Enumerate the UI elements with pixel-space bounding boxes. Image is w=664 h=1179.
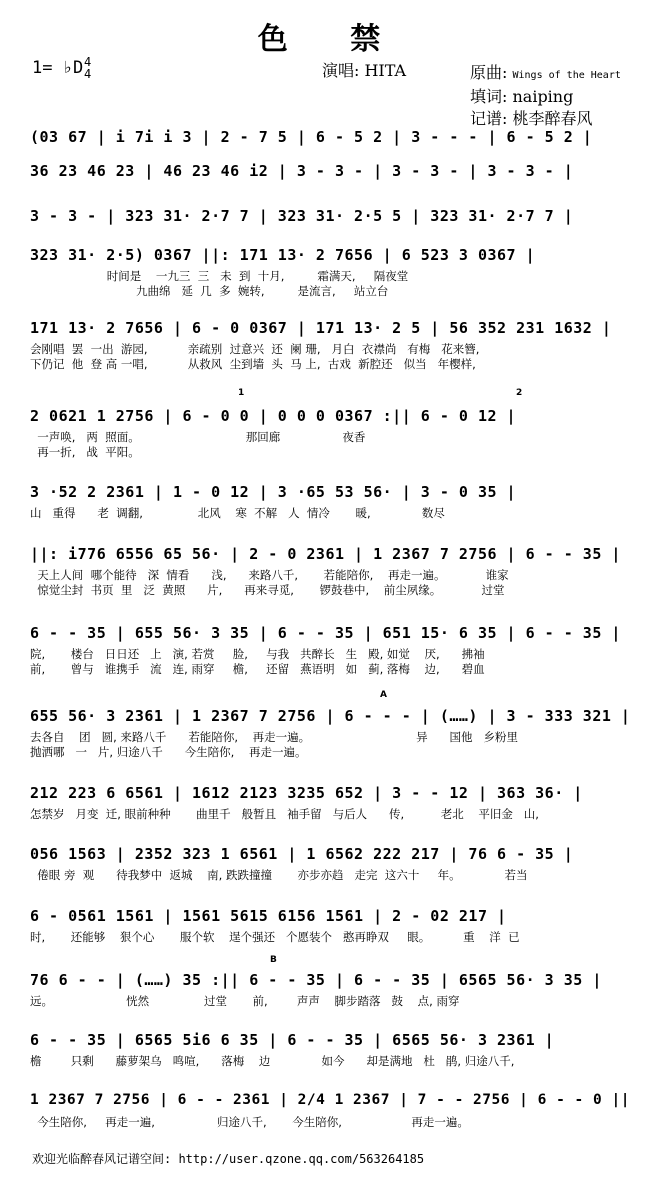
original-label: 原曲: — [470, 63, 508, 82]
meter-top: 4 — [84, 55, 92, 69]
notes-line: 6 - - 35 | 655 56· 3 35 | 6 - - 35 | 651 15· 6 35 | 6 - - 35 | — [30, 624, 621, 642]
notes-line: 171 13· 2 7656 | 6 - 0 0367 | 171 13· 2 5 | 56 352 231 1632 | — [30, 319, 612, 337]
lyric-line-1: 怎禁岁 月变 迁, 眼前种种 曲里千 般暂且 袖手留 与后人 传, 老北 平旧金 山, — [30, 807, 539, 821]
section-b-mark: B — [270, 955, 277, 965]
lyric-line-1: 今生陪你, 再走一遍, 归途八千, 今生陪你, 再走一遍。 — [30, 1115, 469, 1129]
notes-line: 3 ·52 2 2361 | 1 - 0 12 | 3 ·65 53 56· | 3 - 0 35 | — [30, 483, 517, 501]
notes-line: 36 23 46 23 | 46 23 46 i2 | 3 - 3 - | 3 - 3 - | 3 - 3 - | — [30, 162, 574, 180]
lyric-line-1: 山 重得 老 调翻, 北风 寒 不解 人 情冷 暖, 数尽 — [30, 506, 445, 520]
notes-line: 056 1563 | 2352 323 1 6561 | 1 6562 222 217 | 76 6 - 35 | — [30, 845, 574, 863]
volta-2-mark: 2 — [516, 388, 523, 398]
notes-line: 76 6 - - | (……) 35 :|| 6 - - 35 | 6 - - 35 | 6565 56· 3 35 | — [30, 971, 602, 989]
notes-line: 3 - 3 - | 323 31· 2·7 7 | 323 31· 2·5 5 | 323 31· 2·7 7 | — [30, 207, 574, 225]
section-a-mark: A — [380, 690, 387, 700]
lyric-line-1: 一声唤, 两 照面。 那回廊 夜香 — [30, 430, 366, 444]
notes-line: 655 56· 3 2361 | 1 2367 7 2756 | 6 - - - | (……) | 3 - 333 321 | — [30, 707, 631, 725]
song-title: 色 禁 — [257, 22, 407, 57]
lyric-line-1: 檐 只剩 藤萝架乌 鸣喧, 落梅 边 如今 却是满地 杜 鹃, 归途八千, — [30, 1054, 515, 1068]
lyric-line-2: 抛洒哪 一 片, 归途八千 今生陪你, 再走一遍。 — [30, 745, 307, 759]
time-signature — [84, 56, 91, 80]
lyric-line-1: 时, 还能够 狠个心 服个软 逞个强还 个愿装个 憨再睁双 眼。 重 洋 已 — [30, 930, 520, 944]
lyric-line-1: 去各自 团 圆, 来路八千 若能陪你, 再走一遍。 异 国他 乡粉里 — [30, 730, 519, 744]
notes-line: 6 - - 35 | 6565 5i6 6 35 | 6 - - 35 | 6565 56· 3 2361 | — [30, 1031, 555, 1049]
original-credit — [470, 60, 621, 83]
lyric-line-2: 前, 曾与 谁携手 流 连, 雨穿 檐, 还留 燕语明 如 蓟, 落梅 边, 碧血 — [30, 662, 485, 676]
lyric-line-1: 时间是 一九三 三 未 到 十月, 霜满天, 隔夜堂 — [30, 269, 409, 283]
lyric-line-2: 九曲绵 延 几 多 婉转, 是流言, 站立台 — [30, 284, 389, 298]
volta-1-mark: 1 — [238, 388, 245, 398]
notes-line: 6 - 0561 1561 | 1561 5615 6156 1561 | 2 - 02 217 | — [30, 907, 507, 925]
lyric-line-1: 远。 恍然 过堂 前, 声声 脚步踏落 鼓 点, 雨穿 — [30, 994, 460, 1008]
notes-line: (03 67 | i 7i i 3 | 2 - 7 5 | 6 - 5 2 | 3 - - - | 6 - 5 2 | — [30, 128, 593, 146]
meter-bottom: 4 — [84, 67, 92, 81]
lyric-line-1: 天上人间 哪个能待 深 情看 浅, 来路八千, 若能陪你, 再走一遍。 谁家 — [30, 568, 509, 582]
lyric-line-2: 再一折, 战 平阳。 — [30, 445, 140, 459]
notes-line: 212 223 6 6561 | 1612 2123 3235 652 | 3 - - 12 | 363 36· | — [30, 784, 583, 802]
lyricist-credit: 填词: naiping — [470, 87, 574, 106]
lyric-line-2: 惊觉尘封 书页 里 泛 黄照 片, 再来寻觅, 锣鼓巷中, 前尘夙缘。 过堂 — [30, 583, 505, 597]
lyric-line-1: 会刚唱 罢 一出 游园, 亲疏别 过意兴 还 阑 珊, 月白 衣襟尚 有梅 花来簪, — [30, 342, 480, 356]
recorder-credit: 记谱: 桃李醉春风 — [470, 109, 593, 128]
notes-line: 323 31· 2·5) 0367 ||: 171 13· 2 7656 | 6 523 3 0367 | — [30, 246, 536, 264]
lyric-line-1: 倦眼 旁 观 待我梦中 返城 南, 跌跌撞撞 亦步亦趋 走完 这六十 年。 若当 — [30, 868, 528, 882]
notes-line: ||: i776 6556 65 56· | 2 - 0 2361 | 1 2367 7 2756 | 6 - - 35 | — [30, 545, 621, 563]
notes-line: 1 2367 7 2756 | 6 - - 2361 | 2/4 1 2367 | 7 - - 2756 | 6 - - 0 || — [30, 1092, 630, 1108]
key-signature: 1= ♭D — [32, 58, 84, 78]
notes-line: 2 0621 1 2756 | 6 - 0 0 | 0 0 0 0367 :|| 6 - 0 12 | — [30, 407, 517, 425]
footer-link: 欢迎光临醉春风记谱空间: http://user.qzone.qq.com/563264185 — [32, 1152, 425, 1166]
singer-credit: 演唱: HITA — [322, 61, 407, 80]
original-value: Wings of the Heart — [512, 70, 621, 81]
lyric-line-2: 下仍记 他 登 高 一唱, 从救风 尘到墙 头 马 上, 古戏 新腔还 似当 年樱样, — [30, 357, 476, 371]
lyric-line-1: 院, 楼台 日日还 上 演, 若赏 脸, 与我 共醉长 生 殿, 如觉 厌, 拂袖 — [30, 647, 485, 661]
